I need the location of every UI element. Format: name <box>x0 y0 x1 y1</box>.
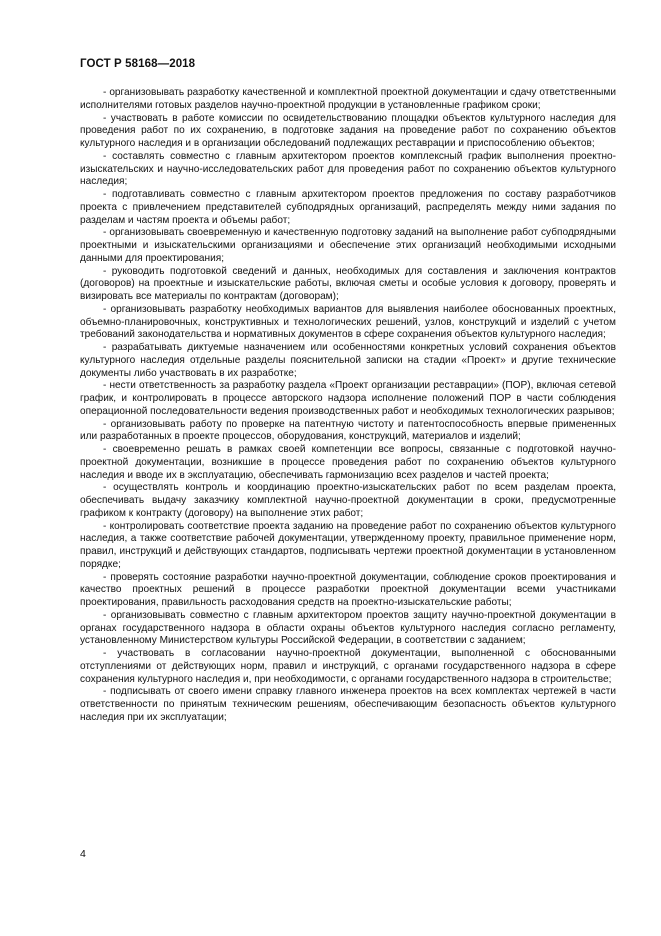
paragraph: - организовывать своевременную и качественную подготовку заданий на выполнение работ субподрядными проектными и изыскательскими организациями и обеспечение этих организаций необходимыми исходными данными для проектирования; <box>80 227 616 264</box>
page-number: 4 <box>80 848 86 860</box>
paragraph: - подготавливать совместно с главным архитектором проектов предложения по составу разработчиков проекта с привлечением представителей субподрядных организаций, распределять между ними задания по разделам и частям проекта и объемы работ; <box>80 189 616 226</box>
paragraph: - руководить подготовкой сведений и данных, необходимых для составления и заключения контрактов (договоров) на проектные и изыскательские работы, включая сметы и особые условия к договору, проверять и визировать все материалы по контрактам (договорам); <box>80 265 616 302</box>
paragraph: - составлять совместно с главным архитектором проектов комплексный график выполнения проектно-изыскательских и научно-исследовательских работ для проведения работ по сохранению объектов культурного наследия; <box>80 150 616 188</box>
paragraph: - нести ответственность за разработку раздела «Проект организации реставрации» (ПОР), включая сетевой график, и контролировать в процессе авторского надзора исполнение положений ПОР в части соблюдения операционной последовательности ведения производственных работ и необходимых технологических разрывов; <box>80 380 616 417</box>
paragraph: - подписывать от своего имени справку главного инженера проектов на всех комплектах чертежей в части ответственности по принятым техническим решениям, обеспечивающим безопасность объектов культурного наследия при их эксплуатации; <box>80 686 616 723</box>
paragraph: - контролировать соответствие проекта заданию на проведение работ по сохранению объектов культурного наследия, а также соответствие рабочей документации, утвержденному проекту, правильное применение норм, правил, инструкций и действующих стандартов, подписывать чертежи проектной документации в установленном порядке; <box>80 520 616 570</box>
paragraph: - организовывать работу по проверке на патентную чистоту и патентоспособность впервые примененных или разработанных в проекте процессов, оборудования, конструкций, материалов и изделий; <box>80 418 616 443</box>
paragraph: - разрабатывать диктуемые назначением или особенностями конкретных условий сохранения объектов культурного наследия отдельные разделы пояснительной записки на стадии «Проект» и другие технические документы либо участвовать в их разработке; <box>80 342 616 379</box>
paragraph: - организовывать разработку необходимых вариантов для выявления наиболее обоснованных проектных, объемно-планировочных, конструктивных и технологических решений, узлов, конструкций и изделий с учетом требований законодательства и нормативных документов в сфере сохранения объектов культурного наследия; <box>80 303 616 341</box>
paragraph: - участвовать в согласовании научно-проектной документации, выполненной с обоснованными отступлениями от действующих норм, правил и инструкций, с органами государственного надзора в сфере сохранения культурного наследия и, при необходимости, с органами государственного надзора в строительстве; <box>80 648 616 685</box>
paragraph: - своевременно решать в рамках своей компетенции все вопросы, связанные с подготовкой научно-проектной документации, возникшие в процессе проведения работ по сохранению объектов культурного наследия и вводе их в эксплуатацию, обеспечивать гармонизацию всех разделов и частей проекта; <box>80 444 616 481</box>
standard-designation: ГОСТ Р 58168—2018 <box>80 58 196 70</box>
paragraph: - организовывать разработку качественной и комплектной проектной документации и сдачу ответственными исполнителями готовых разделов научно-проектной продукции в установленные графиком сроки; <box>80 87 616 111</box>
paragraph: - проверять состояние разработки научно-проектной документации, соблюдение сроков проектирования и качество проектных решений в процессе разработки проектной документации всеми участниками проектирования, правильность расходования средств на проектно-изыскательские работы; <box>80 571 616 608</box>
body-text <box>80 87 616 725</box>
paragraph: - организовывать совместно с главным архитектором проектов защиту научно-проектной документации в органах государственного надзора в области охраны объектов культурного наследия согласно регламенту, установленному Министерством культуры Российской Федерации, в соответствии с заданием; <box>80 609 616 647</box>
paragraph: - осуществлять контроль и координацию проектно-изыскательских работ по всем разделам проекта, обеспечивать выдачу заказчику комплектной научно-проектной документации в сроки, предусмотренные графиком к контракту (договору) на выполнение этих работ; <box>80 482 616 519</box>
paragraph: - участвовать в работе комиссии по освидетельствованию площадки объектов культурного наследия для проведения работ по их сохранению, в подготовке задания на проведение работ по сохранению объектов культурного наследия и в организации обследований подлежащих реставрации и приспособлению объектов; <box>80 112 616 149</box>
